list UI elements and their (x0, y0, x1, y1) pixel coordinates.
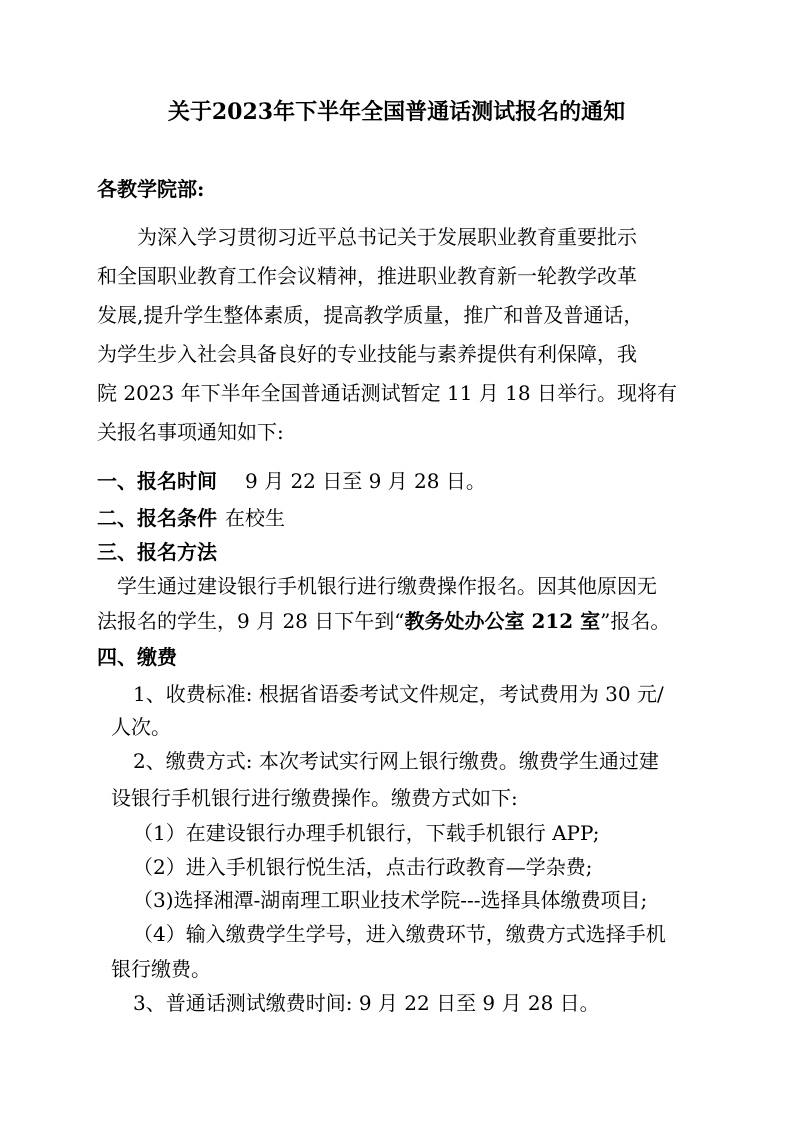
registration-time-value: 9 月 22 日至 9 月 28 日。 (245, 469, 486, 493)
section-registration-time (97, 467, 486, 495)
document-title: 关于2023年下半年全国普通话测试报名的通知 (167, 99, 626, 125)
method-line-1: 学生通过建设银行手机银行进行缴费操作报名。因其他原因无 (117, 574, 657, 598)
section-payment-heading: 四、缴费 (97, 645, 177, 669)
payment-time: 3、普通话测试缴费时间: 9 月 22 日至 9 月 28 日。 (133, 991, 600, 1015)
intro-line-5: 院 2023 年下半年全国普通话测试暂定 11 月 18 日举行。现将有 (97, 381, 677, 405)
payment-step-2: （2）进入手机银行悦生活，点击行政教育—学杂费; (133, 855, 593, 879)
payment-step-4: （4）输入缴费学生学号，进入缴费环节，缴费方式选择手机 (133, 922, 666, 946)
fee-standard-line-2: 人次。 (111, 715, 171, 739)
section-registration-condition (97, 504, 285, 532)
fee-standard-line-1: 1、收费标准: 根据省语委考试文件规定，考试费用为 30 元/ (133, 682, 664, 706)
method-line-2-suffix: ”报名。 (600, 609, 671, 633)
intro-line-1: 为深入学习贯彻习近平总书记关于发展职业教育重要批示 (137, 225, 637, 249)
payment-method-line-2: 设银行手机银行进行缴费操作。缴费方式如下: (111, 786, 518, 810)
salutation: 各教学院部: (97, 177, 205, 201)
method-line-2 (97, 607, 670, 635)
registration-condition-value: 在校生 (225, 506, 285, 530)
payment-step-4-continued: 银行缴费。 (111, 957, 211, 981)
intro-line-4: 为学生步入社会具备良好的专业技能与素养提供有利保障，我 (97, 342, 637, 366)
section-heading: 一、报名时间 (97, 469, 217, 493)
method-line-2-prefix: 法报名的学生，9 月 28 日下午到“ (97, 609, 405, 633)
section-registration-method-heading: 三、报名方法 (97, 540, 217, 564)
office-location: 教务处办公室 212 室 (404, 609, 601, 633)
payment-method-line-1: 2、缴费方式: 本次考试实行网上银行缴费。缴费学生通过建 (133, 749, 659, 773)
section-heading: 二、报名条件 (97, 506, 217, 530)
payment-step-1: （1）在建设银行办理手机银行，下载手机银行 APP; (133, 821, 600, 845)
intro-line-6: 关报名事项通知如下: (97, 420, 284, 444)
intro-line-2: 和全国职业教育工作会议精神，推进职业教育新一轮教学改革 (97, 264, 637, 288)
intro-line-3: 发展,提升学生整体素质，提高教学质量，推广和普及普通话， (97, 303, 644, 327)
payment-step-3: （3)选择湘潭-湖南理工职业技术学院---选择具体缴费项目; (133, 888, 648, 912)
